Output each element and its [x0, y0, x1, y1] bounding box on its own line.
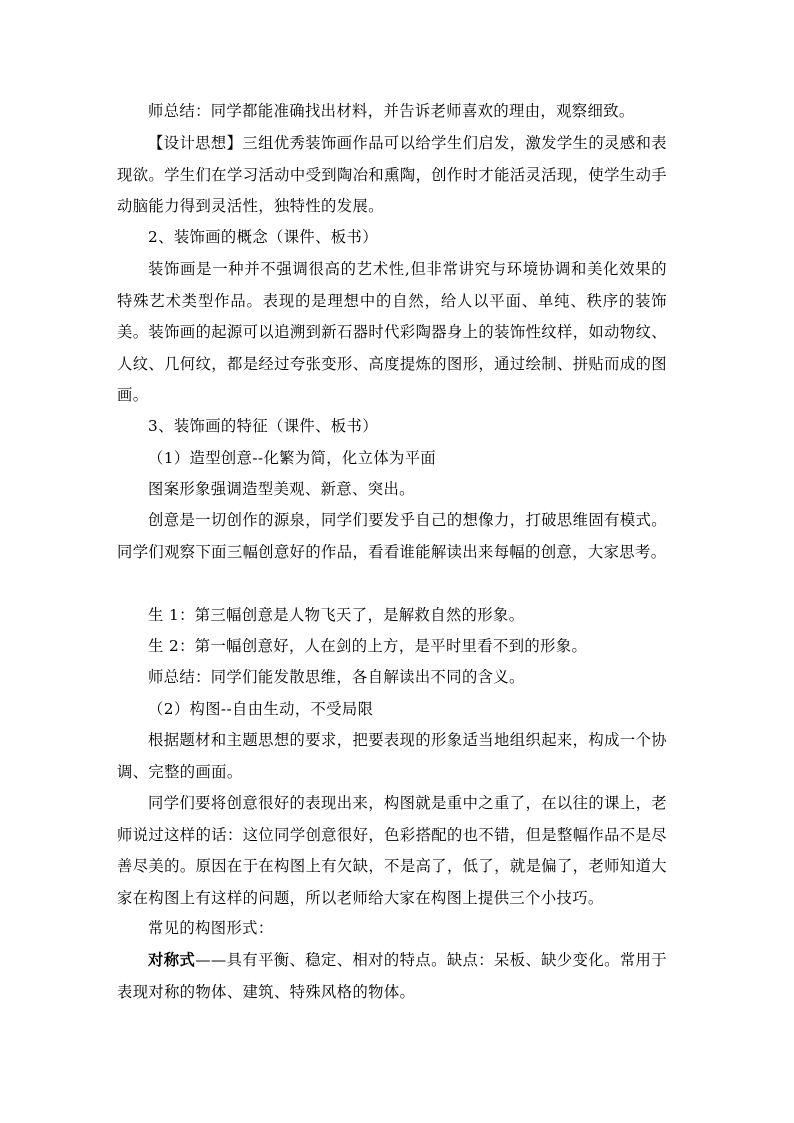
- heading-decorative-painting-concept: 2、装饰画的概念（课件、板书）: [148, 228, 378, 246]
- subheading-composition: （2）构图--自由生动，不受局限: [148, 700, 374, 718]
- paragraph-creativity-source: 创意是一切创作的源泉，同学们要发乎自己的想像力，打破思维固有模式。同学们观察下面三幅创意好的作品，看看谁能解读出来每幅的创意，大家思考。: [117, 511, 667, 561]
- paragraph-composition-importance: 同学们要将创意很好的表现出来，构图就是重中之重了，在以往的课上，老师说过这样的话：这位同学创意很好，色彩搭配的也不错，但是整幅作品不是尽善尽美的。原因在于在构图上有欠缺，不是高了，低了，就是偏了，老师知道大家在构图上有这样的问题，所以老师给大家在构图上提供三个小技巧。: [117, 794, 667, 907]
- paragraph-teacher-summary-1: 师总结：同学都能准确找出材料，并告诉老师喜欢的理由，观察细致。: [148, 102, 635, 120]
- paragraph-pattern-image: 图案形象强调造型美观、新意、突出。: [148, 480, 415, 498]
- symmetric-description: ——具有平衡、稳定、相对的特点。缺点：呆板、缺少变化。常用于表现对称的物体、建筑、特殊风格的物体。: [117, 951, 667, 1001]
- paragraph-student-2: 生 2：第一幅创意好，人在剑的上方，是平时里看不到的形象。: [148, 637, 588, 655]
- subheading-modeling-creativity: （1）造型创意--化繁为简，化立体为平面: [148, 449, 437, 467]
- term-symmetric: 对称式: [148, 951, 196, 969]
- paragraph-composition-definition: 根据题材和主题思想的要求，把要表现的形象适当地组织起来，构成一个协调、完整的画面。: [117, 731, 667, 781]
- paragraph-teacher-summary-2: 师总结：同学们能发散思维，各自解读出不同的含义。: [148, 668, 525, 686]
- paragraph-concept-description: 装饰画是一种并不强调很高的艺术性,但非常讲究与环境协调和美化效果的特殊艺术类型作品。表现的是理想中的自然，给人以平面、单纯、秩序的装饰美。装饰画的起源可以追溯到新石器时代彩陶器身上的装饰性纹样，如动物纹、人纹、几何纹，都是经过夸张变形、高度提炼的图形，通过绘制、拼贴而成的图画。: [117, 260, 667, 404]
- paragraph-student-1: 生 1：第三幅创意是人物飞天了，是解救自然的形象。: [148, 606, 525, 624]
- heading-decorative-painting-features: 3、装饰画的特征（课件、板书）: [148, 417, 378, 435]
- paragraph-common-compositions: 常见的构图形式：: [148, 919, 274, 937]
- paragraph-symmetric-composition: [117, 945, 667, 1008]
- paragraph-design-idea: 【设计思想】三组优秀装饰画作品可以给学生们启发，激发学生的灵感和表现欲。学生们在学习活动中受到陶冶和熏陶，创作时才能活灵活现，使学生动手动脑能力得到灵活性，独特性的发展。: [117, 134, 667, 215]
